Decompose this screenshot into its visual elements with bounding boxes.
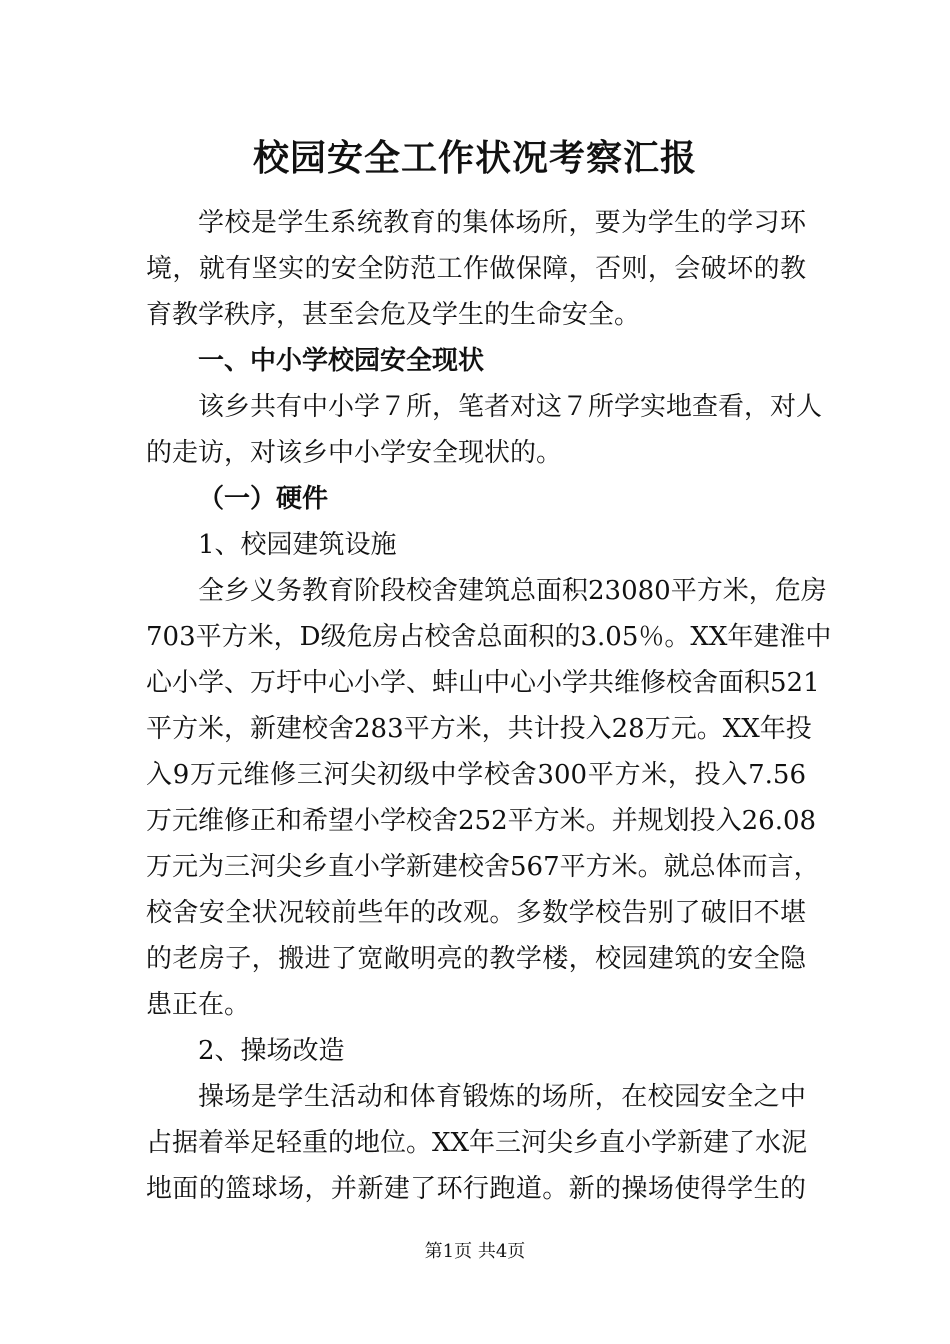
item1-line-8: 校舍安全状况较前些年的改观。多数学校告别了破旧不堪 [146,898,806,928]
intro-line-2: 境，就有坚实的安全防范工作做保障，否则，会破坏的教 [146,254,806,284]
item1-line-2: 703平方米，D级危房占校舍总面积的3.05％。XX年建淮中 [146,622,832,652]
item2-line-2: 占据着举足轻重的地位。XX年三河尖乡直小学新建了水泥 [146,1128,808,1158]
document-title: 校园安全工作状况考察汇报 [252,137,697,179]
item1-line-10: 患正在。 [146,990,251,1020]
item1-line-4: 平方米，新建校舍283平方米，共计投入28万元。XX年投 [146,714,812,744]
intro-line-1: 学校是学生系统教育的集体场所，要为学生的学习环 [198,208,806,238]
section1-line-1: 该乡共有中小学７所，笔者对这７所学实地查看，对人 [198,392,823,422]
item1-line-9: 的老房子，搬进了宽敞明亮的教学楼，校园建筑的安全隐 [146,944,806,974]
subsection-heading: （一）硬件 [198,484,329,514]
item1-line-6: 万元维修正和希望小学校舍252平方米。并规划投入26.08 [146,806,817,836]
item2-heading: 2、操场改造 [198,1036,345,1066]
item1-line-3: 心小学、万圩中心小学、蚌山中心小学共维修校舍面积521 [146,668,820,698]
item1-line-7: 万元为三河尖乡直小学新建校舍567平方米。就总体而言， [146,852,820,882]
item1-line-1: 全乡义务教育阶段校舍建筑总面积23080平方米，危房 [198,576,827,606]
section-heading: 一、中小学校园安全现状 [198,346,485,376]
item1-line-5: 入9万元维修三河尖初级中学校舍300平方米，投入7.56 [146,760,806,790]
item2-line-3: 地面的篮球场，并新建了环行跑道。新的操场使得学生的 [146,1174,806,1204]
item2-line-1: 操场是学生活动和体育锻炼的场所，在校园安全之中 [198,1082,806,1112]
intro-line-3: 育教学秩序，甚至会危及学生的生命安全。 [146,300,641,330]
item1-heading: 1、校园建筑设施 [198,530,397,560]
section1-line-2: 的走访，对该乡中小学安全现状的。 [146,438,563,468]
page-number-footer: 第1页 共4页 [424,1241,526,1262]
